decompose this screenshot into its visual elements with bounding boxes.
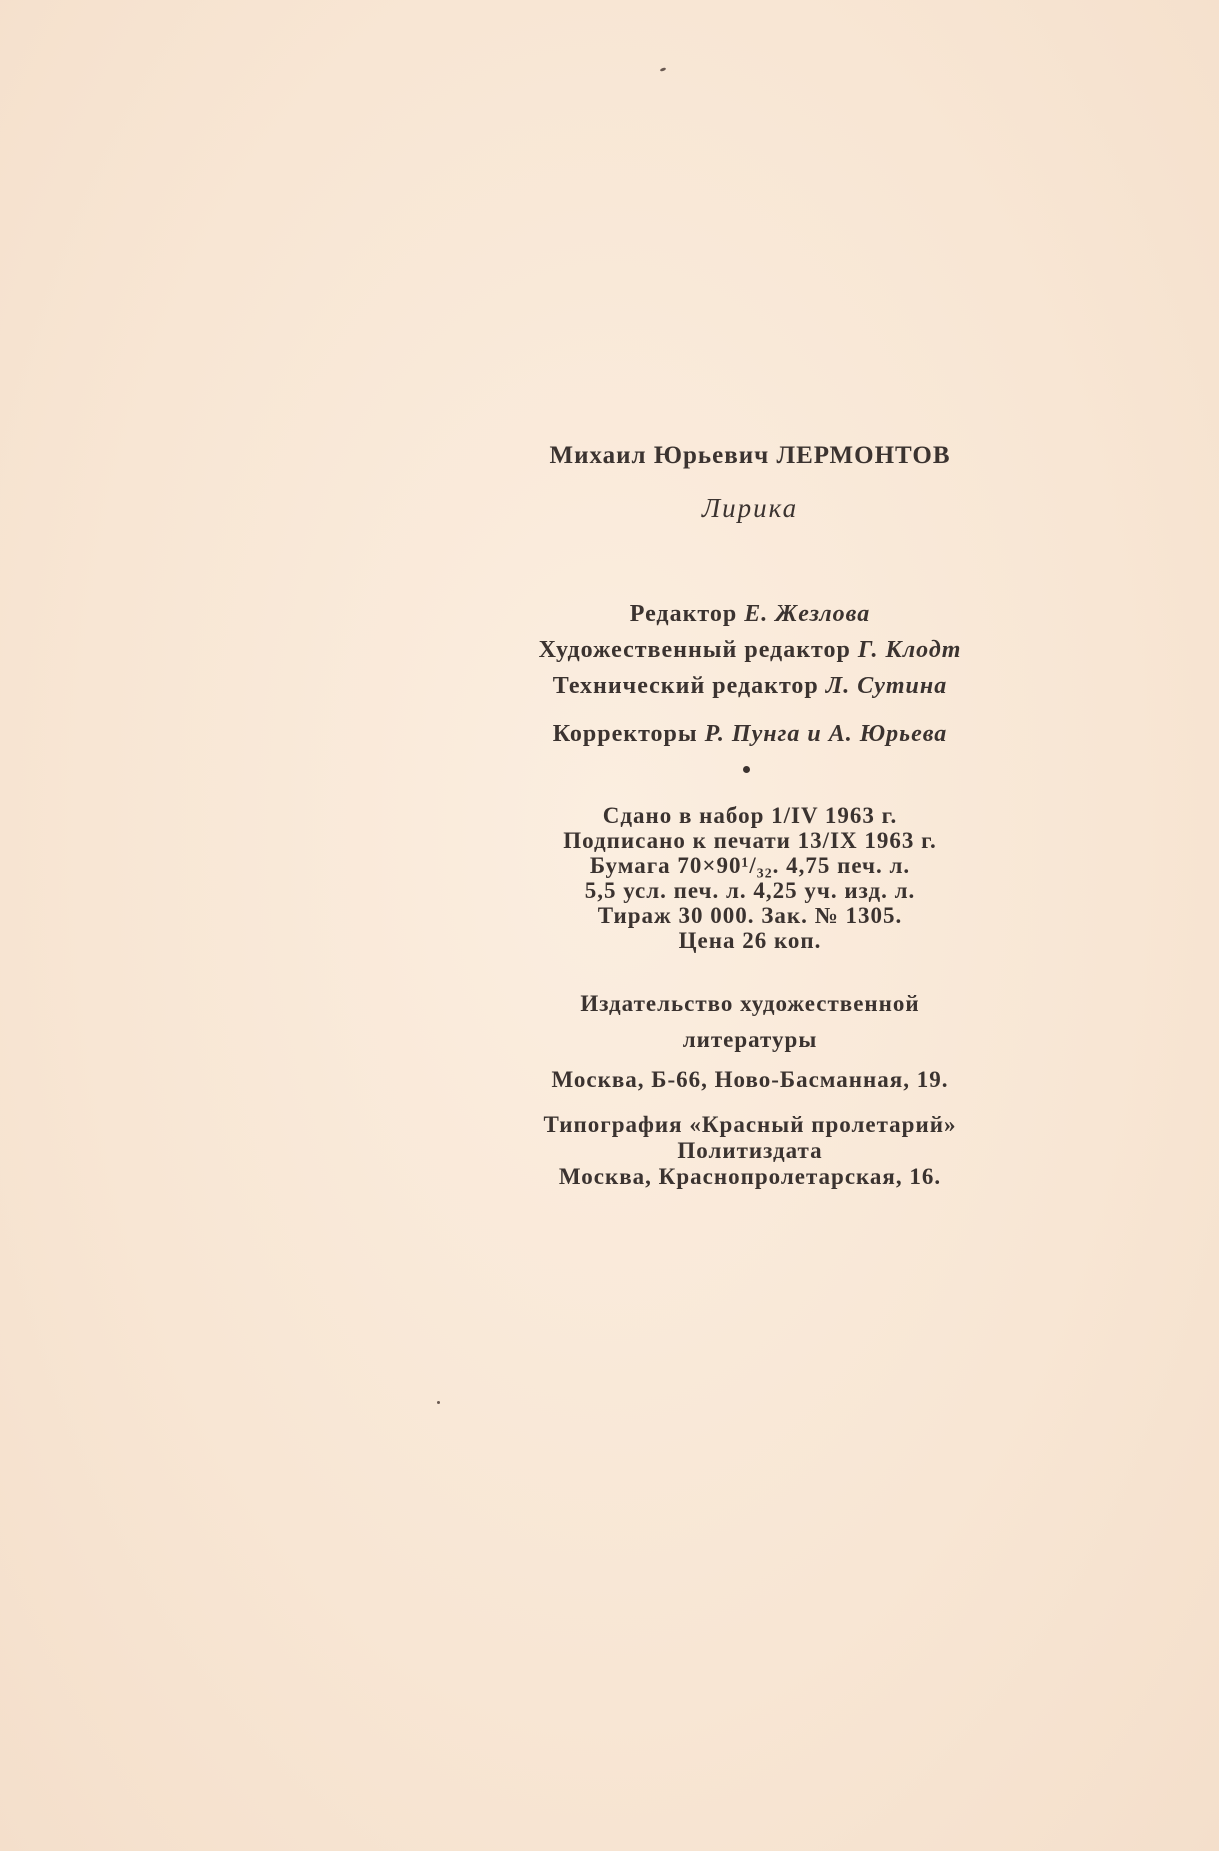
credit-role: Художественный редактор [538,637,851,663]
imprint-details [455,803,1045,953]
credits-section [455,596,1045,752]
credit-role: Технический редактор [552,673,819,699]
credit-role: Редактор [629,601,738,627]
credit-role: Корректоры [552,721,698,747]
credit-editor [455,596,1045,632]
publisher-line: Издательство художественной [580,991,920,1016]
imprint-line: Тираж 30 000. Зак. № 1305. [597,903,903,928]
publisher-address: Москва, Б-66, Ново-Басманная, 19. [551,1067,949,1092]
printer-line: Типография «Красный пролетарий» [543,1112,957,1137]
credit-tech-editor [455,668,1045,704]
book-title: Лирика [701,493,799,523]
printer-address: Москва, Краснопролетарская, 16. [558,1164,942,1189]
publisher-line: литературы [682,1027,818,1052]
credit-person: Р. Пунга и А. Юрьева [704,721,948,747]
author-name: Михаил Юрьевич ЛЕРМОНТОВ [549,442,951,469]
credit-person: Е. Жезлова [744,601,871,627]
printer-line: Политиздата [677,1138,823,1163]
credit-person: Л. Сутина [825,673,948,699]
publisher-info [455,986,1045,1098]
credit-art-editor [455,632,1045,668]
imprint-line: Бумага 70×90¹/₃₂. 4,75 печ. л. [589,853,911,878]
ink-speck [660,67,667,72]
imprint-line: Подписано к печати 13/IX 1963 г. [563,828,937,853]
section-separator-dot [743,766,750,773]
imprint-line: 5,5 усл. печ. л. 4,25 уч. изд. л. [584,878,916,903]
credit-person: Г. Клодт [857,637,962,663]
ink-speck [437,1401,440,1404]
imprint-line: Сдано в набор 1/IV 1963 г. [602,803,898,828]
credit-proofreaders [455,716,1045,752]
imprint-line: Цена 26 коп. [678,928,822,953]
printer-info [455,1112,1045,1190]
